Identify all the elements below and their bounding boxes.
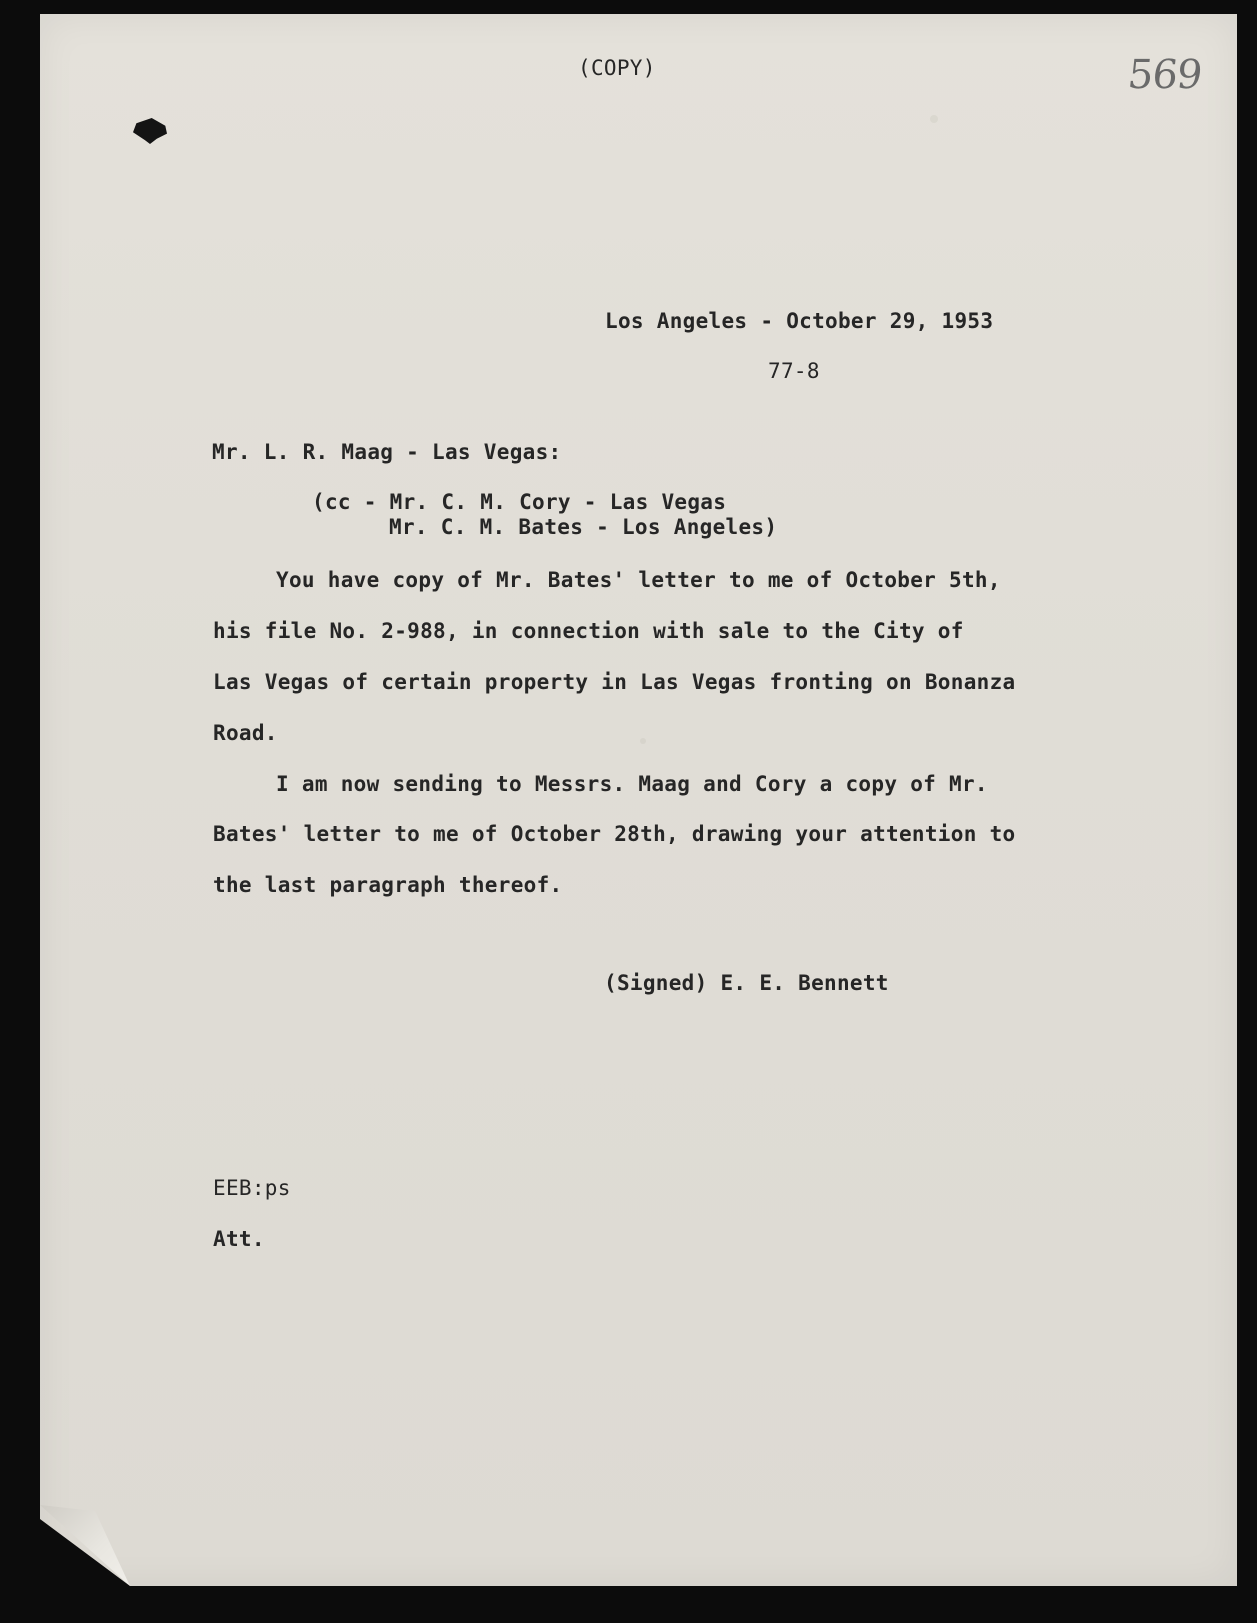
body-line: You have copy of Mr. Bates' letter to me of October 5th, bbox=[276, 568, 1001, 592]
file-reference: 77-8 bbox=[768, 359, 820, 383]
paper-stain bbox=[930, 115, 938, 123]
body-line: Road. bbox=[213, 721, 278, 745]
body-line: the last paragraph thereof. bbox=[213, 873, 563, 897]
typist-initials: EEB:ps bbox=[213, 1176, 291, 1200]
page-number-handwritten: 569 bbox=[1125, 52, 1204, 98]
enclosure-note: Att. bbox=[213, 1227, 265, 1251]
addressee-line: Mr. L. R. Maag - Las Vegas: bbox=[212, 440, 562, 464]
document-page bbox=[40, 14, 1237, 1586]
paper-stain bbox=[640, 738, 646, 744]
signature-line: (Signed) E. E. Bennett bbox=[604, 971, 889, 995]
cc-line-2: Mr. C. M. Bates - Los Angeles) bbox=[389, 515, 778, 539]
cc-line-1: (cc - Mr. C. M. Cory - Las Vegas bbox=[312, 490, 727, 514]
place-date-line: Los Angeles - October 29, 1953 bbox=[605, 309, 994, 333]
body-line: his file No. 2-988, in connection with sale to the City of bbox=[213, 619, 964, 643]
body-line: Las Vegas of certain property in Las Vegas fronting on Bonanza bbox=[213, 670, 1016, 694]
body-line: I am now sending to Messrs. Maag and Cory a copy of Mr. bbox=[276, 772, 988, 796]
copy-mark: (COPY) bbox=[578, 56, 656, 80]
body-line: Bates' letter to me of October 28th, drawing your attention to bbox=[213, 822, 1016, 846]
